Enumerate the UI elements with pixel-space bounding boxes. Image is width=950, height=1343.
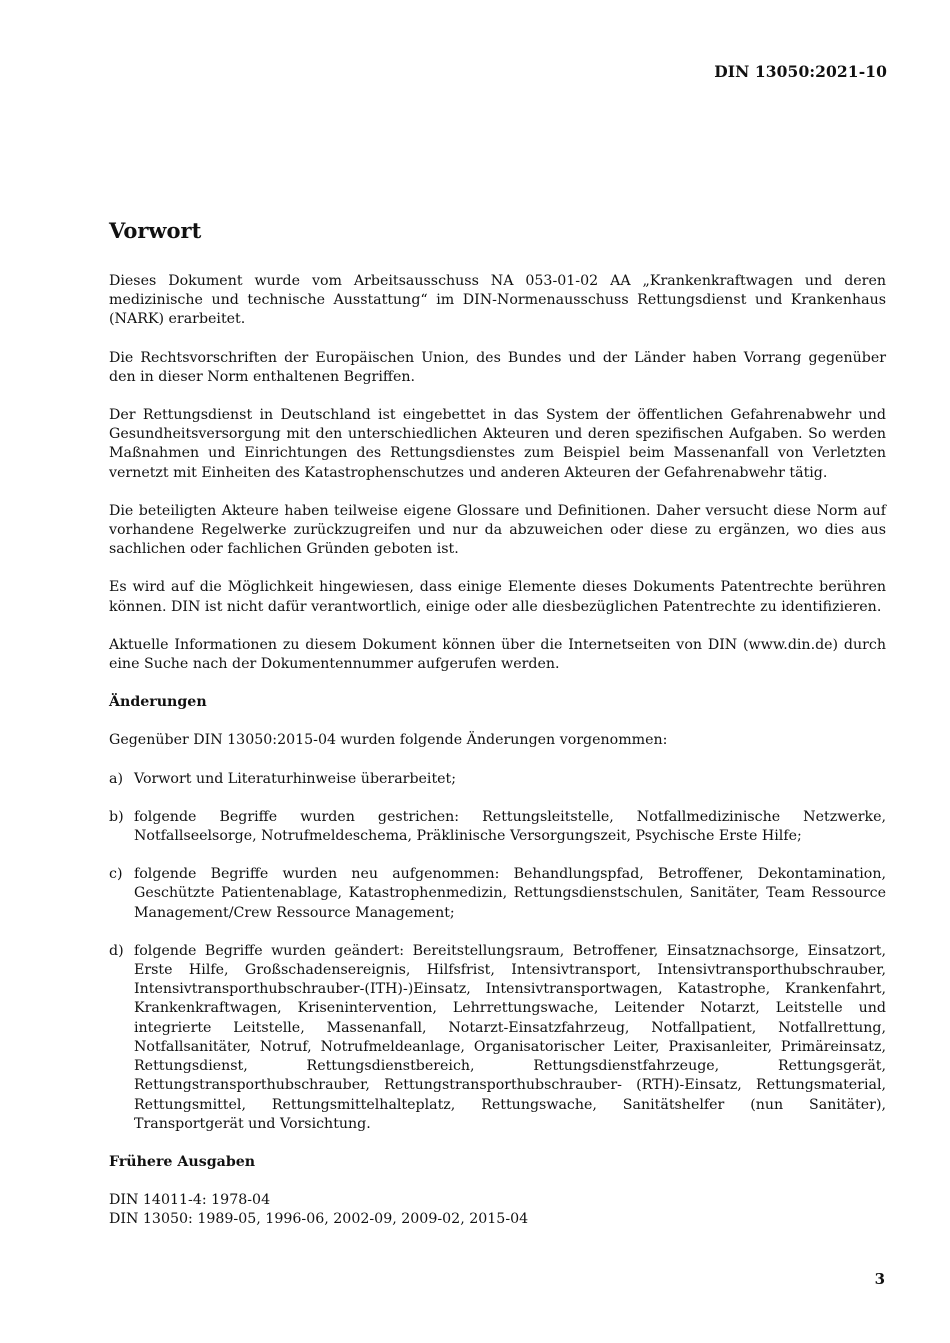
edition-line: DIN 13050: 1989-05, 1996-06, 2002-09, 2009-02, 2015-04 (109, 1211, 529, 1228)
editions-heading: Frühere Ausgaben (109, 1153, 256, 1170)
paragraph-information: Aktuelle Informationen zu diesem Dokument können über die Internetseiten von DIN (www.din.de) durch eine Suche nach der Dokumentennummer aufgerufen werden. (109, 636, 886, 673)
list-item-text: folgende Begriffe wurden gestrichen: Rettungsleitstelle, Notfallmedizinische Netzwerke, Notfallseelsorge, Notrufmeldeschema, Präklinische Versorgungszeit, Psychische Erste Hilfe; (134, 808, 886, 845)
list-item-text: folgende Begriffe wurden geändert: Bereitstellungsraum, Betroffener, Einsatznachsorge, Einsatzort, Erste Hilfe, Großschadensereignis, Hilfsfrist, Intensivtransport, Intensivtransporthubschrauber, Intensivtransporthubschrauber-(ITH)-)Einsatz, Intensivtransportwagen, Katastrophe, Krankenfahrt, Krankenkraftwagen, Krisenintervention, Lehrrettungswache, Leitender Notarzt, Leitstelle und integrierte Leitstelle, Massenanfall, Notarzt-Einsatzfahrzeug, Notfallpatient, Notfallrettung, Notfallsanitäter, Notruf, Notrufmeldeanlage, Organisatorischer Leiter, Praxisanleiter, Primäreinsatz, Rettungsdienst, Rettungsdienstbereich, Rettungsdienstfahrzeuge, Rettungsgerät, Rettungstransporthubschrauber, Rettungstransporthubschrauber- (RTH)-Einsatz, Rettungsmaterial, Rettungsmittel, Rettungsmittelhalteplatz, Rettungswache, Sanitätshelfer (nun Sanitäter), Transportgerät und Vorsichtung. (134, 942, 886, 1132)
list-item-text: Vorwort und Literaturhinweise überarbeitet; (134, 770, 457, 787)
changes-list (109, 770, 886, 1134)
paragraph-patents: Es wird auf die Möglichkeit hingewiesen, dass einige Elemente dieses Dokuments Patentrechte berühren können. DIN ist nicht dafür verantwortlich, einige oder alle diesbezüglichen Patentrechte zu identifizieren. (109, 579, 886, 615)
list-item (109, 770, 886, 789)
paragraph-glossaries: Die beteiligten Akteure haben teilweise eigene Glossare und Definitionen. Daher versucht diese Norm auf vorhandene Regelwerke zurückzugreifen und nur da abzuweichen oder diese zu ergänzen, wo dies aus sachlichen oder fachlichen Gründen geboten ist. (109, 502, 886, 558)
edition-line: DIN 14011-4: 1978-04 (109, 1192, 271, 1209)
page-number: 3 (874, 1270, 885, 1288)
paragraph-legal-precedence: Die Rechtsvorschriften der Europäischen Union, des Bundes und der Länder haben Vorrang gegenüber den in dieser Norm enthaltenen Begriffen. (109, 349, 886, 385)
list-marker: a) (109, 770, 123, 787)
list-marker: c) (109, 866, 123, 883)
section-title: Vorwort (109, 218, 202, 243)
changes-intro: Gegenüber DIN 13050:2015-04 wurden folgende Änderungen vorgenommen: (109, 732, 668, 749)
list-item (109, 865, 886, 923)
paragraph-rescue-service: Der Rettungsdienst in Deutschland ist eingebettet in das System der öffentlichen Gefahrenabwehr und Gesundheitsversorgung mit den unterschiedlichen Akteuren und deren spezifischen Aufgaben. So werden Maßnahmen und Einrichtungen des Rettungsdienstes zum Beispiel beim Massenanfall von Verletzten vernetzt mit Einheiten des Katastrophenschutzes und anderen Akteuren der Gefahrenabwehr tätig. (109, 407, 886, 481)
paragraph-committee: Dieses Dokument wurde vom Arbeitsausschuss NA 053-01-02 AA „Krankenkraftwagen und deren medizinische und technische Ausstattung“ im DIN-Normenausschuss Rettungsdienst und Krankenhaus (NARK) erarbeitet. (109, 273, 886, 328)
editions-list (109, 1191, 886, 1229)
list-item (109, 942, 886, 1134)
list-item (109, 808, 886, 846)
list-item-text: folgende Begriffe wurden neu aufgenommen: Behandlungspfad, Betroffener, Dekontamination, Geschützte Patientenablage, Katastrophenmedizin, Rettungsdienstschulen, Sanitäter, Team Ressource Management/Crew Ressource Management; (134, 866, 886, 921)
list-marker: b) (109, 808, 124, 825)
document-id: DIN 13050:2021-10 (714, 62, 887, 81)
list-marker: d) (109, 942, 124, 959)
changes-heading: Änderungen (109, 694, 207, 711)
page-content (109, 218, 886, 1230)
